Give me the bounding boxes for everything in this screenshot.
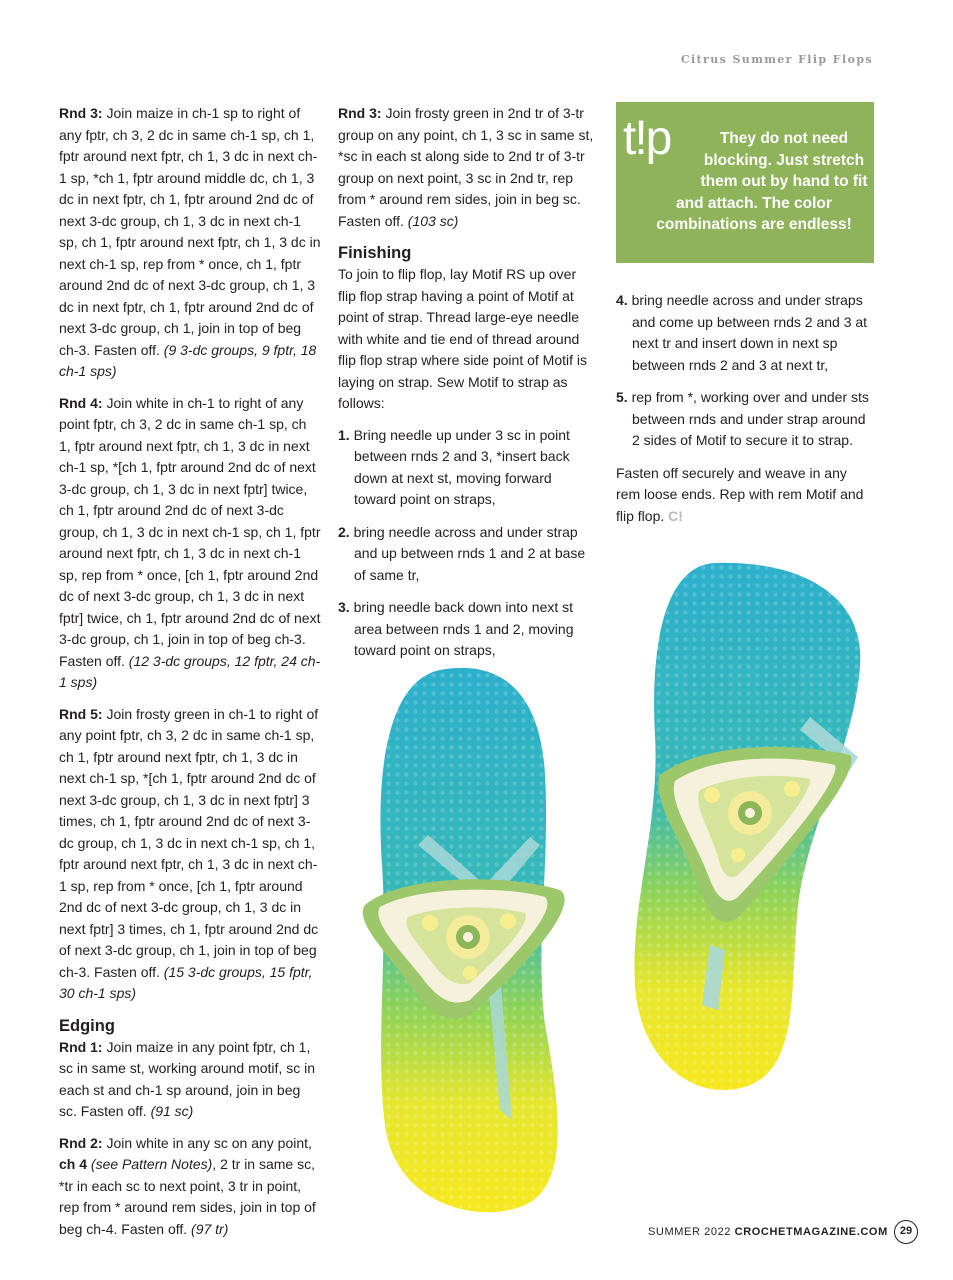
- col1-rnd5: [59, 704, 321, 1005]
- issue-label: SUMMER 2022: [648, 1226, 735, 1238]
- step-text: bring needle across and under strap and up between rnds 1 and 2 at base of same tr,: [349, 523, 586, 583]
- bold-term: ch 4: [59, 1156, 88, 1172]
- closing-body: Fasten off securely and weave in any rem loose ends. Rep with rem Motif and flip flop.: [616, 464, 864, 524]
- step-text: bring needle back down into next st area between rnds 1 and 2, moving toward point on straps,: [349, 599, 574, 658]
- step-number: 3.: [338, 599, 350, 615]
- pattern-note-ref: (see Pattern Notes): [87, 1156, 213, 1172]
- closing-text: [616, 463, 874, 528]
- step-text: rep from *, working over and under sts between rnds and under strap around 2 sides of Motif to secure it to strap.: [627, 389, 869, 448]
- site-name: CROCHETMAGAZINE.COM: [734, 1226, 888, 1238]
- right-flip-flop: [634, 563, 860, 1090]
- step-number: 4.: [616, 292, 628, 308]
- step-number: 1.: [338, 426, 350, 443]
- stitch-count: (91 sc): [150, 1103, 194, 1119]
- edging-rnd1: [59, 1037, 321, 1123]
- step-number: 2.: [338, 523, 350, 540]
- col1-rnd4: [59, 393, 321, 694]
- step-1: [338, 425, 594, 511]
- rnd-text: , 2 tr in same sc, *tr in each sc to next point, 3 tr in point, rep from * around rem sides, join in top of beg ch-4. Fasten off.: [59, 1156, 316, 1237]
- tip-box: [616, 102, 874, 263]
- rnd-text: Join maize in any point fptr, ch 1, sc in same st, working around motif, sc in each st and ch-1 sp around, join in beg sc. Fasten off.: [59, 1038, 315, 1119]
- rnd-label: Rnd 1:: [59, 1038, 103, 1055]
- flip-flops-photo: [330, 545, 890, 1225]
- step-5: [616, 387, 874, 452]
- step-number: 5.: [616, 389, 628, 405]
- stitch-count: (103 sc): [407, 212, 459, 229]
- stitch-count: (12 3-dc groups, 12 fptr, 24 ch-1 sps): [59, 652, 321, 690]
- rnd-text: Join white in any sc on any point,: [102, 1134, 312, 1151]
- footer: [648, 1226, 888, 1238]
- stitch-count: (15 3-dc groups, 15 fptr, 30 ch-1 sps): [59, 963, 313, 1001]
- step-text: Bring needle up under 3 sc in point between rnds 2 and 3, *insert back down at next st, moving forward toward point on straps,: [349, 426, 570, 507]
- tip-logo: t!p: [623, 112, 671, 165]
- step-text: bring needle across and under straps and come up between rnds 2 and 3 at next tr and insert down in next sp between rnds 2 and 3 at next tr,: [627, 292, 868, 373]
- finishing-text: To join to flip flop, lay Motif RS up over flip flop strap having a point of Motif at point of strap. Thread large-eye needle with white and tie end of thread around flip flop strap where side point of Motif is laying on strap. Sew Motif to strap as follows:: [338, 266, 588, 411]
- running-title: Citrus Summer Flip Flops: [680, 53, 873, 66]
- column-1: [59, 103, 321, 1250]
- step-4: [616, 290, 874, 376]
- rnd-label: Rnd 4:: [59, 394, 103, 411]
- stitch-count: (9 3-dc groups, 9 fptr, 18 ch-1 sps): [59, 341, 317, 379]
- column-3: [616, 290, 874, 537]
- rnd-text: Join maize in ch-1 sp to right of any fptr, ch 3, 2 dc in same ch-1 sp, ch 1, fptr around next fptr, ch 1, 3 dc in next ch-1 sp, *ch 1, fptr around middle dc, ch 1, 3 dc in next fptr, ch 1, fptr around 2nd dc of next 3-dc group, ch 1, 3 dc in next ch-1 sp, ch 1, fptr around next fptr, ch 1, 3 dc in next ch-1 sp, rep from * once, ch 1, fptr around 2nd dc of next 3-dc group, ch 1, 3 dc in next fptr, ch 1, fptr around 2nd dc of next 3-dc group, ch 1, join in top of beg ch-3. Fasten off.: [59, 105, 321, 358]
- rnd-text: Join frosty green in 2nd tr of 3-tr group on any point, ch 1, 3 sc in same st, *sc in each st along side to 2nd tr of 3-tr group on next point, 3 sc in 2nd tr, rep from * around rem sides, join in beg sc. Fasten off.: [338, 105, 594, 229]
- col2-rnd3: [338, 103, 594, 232]
- page-number: 29: [894, 1220, 918, 1244]
- edging-rnd2: [59, 1133, 321, 1241]
- rnd-label: Rnd 3:: [338, 105, 382, 121]
- rnd-text: Join white in ch-1 to right of any point fptr, ch 3, 2 dc in same ch-1 sp, ch 1, fptr around next fptr, ch 1, 3 dc in next ch-1 sp, *[ch 1, fptr around 2nd dc of next 3-dc group, ch 1, 3 dc in next fptr] twice, ch 1, fptr around 2nd dc of next 3-dc group, ch 1, 3 dc in next ch-1 sp, ch 1, fptr around next fptr, ch 1, 3 dc in next ch-1 sp, rep from * once, [ch 1, fptr around 2nd dc of next 3-dc group, ch 1, 3 dc in next fptr] twice, ch 1, fptr around 2nd dc of next 3-dc group, ch 1, join in top of beg ch-3. Fasten off.: [59, 394, 321, 669]
- rnd-label: Rnd 2:: [59, 1134, 103, 1151]
- left-flip-flop: [363, 668, 565, 1212]
- end-mark-logo: C!: [668, 507, 683, 524]
- rnd-label: Rnd 3:: [59, 105, 103, 121]
- tip-text: They do not need blocking. Just stretch them out by hand to fit and attach. The color combinations are endless!: [656, 130, 868, 233]
- rnd-text: Join frosty green in ch-1 to right of any point fptr, ch 3, 2 dc in same ch-1 sp, ch 1, fptr around next fptr, ch 1, 3 dc in next ch-1 sp, *[ch 1, fptr around 2nd dc of next 3-dc group, ch 1, 3 dc in next fptr] 3 times, ch 1, fptr around 2nd dc of next 3-dc group, ch 1, 3 dc in next ch-1 sp, ch 1, fptr around next fptr, ch 1, 3 dc in next ch-1 sp, rep from * once, [ch 1, fptr around 2nd dc of next 3-dc group, ch 1, 3 dc in next fptr] 3 times, ch 1, fptr around 2nd dc of next 3-dc group, ch 1, join in top of beg ch-3. Fasten off.: [59, 705, 319, 980]
- col1-rnd3: [59, 103, 321, 383]
- edging-heading: Edging: [59, 1016, 115, 1035]
- stitch-count: (97 tr): [191, 1220, 229, 1237]
- finishing-heading: Finishing: [338, 244, 412, 262]
- tip-text-wrap: [638, 128, 870, 236]
- rnd-label: Rnd 5:: [59, 705, 103, 722]
